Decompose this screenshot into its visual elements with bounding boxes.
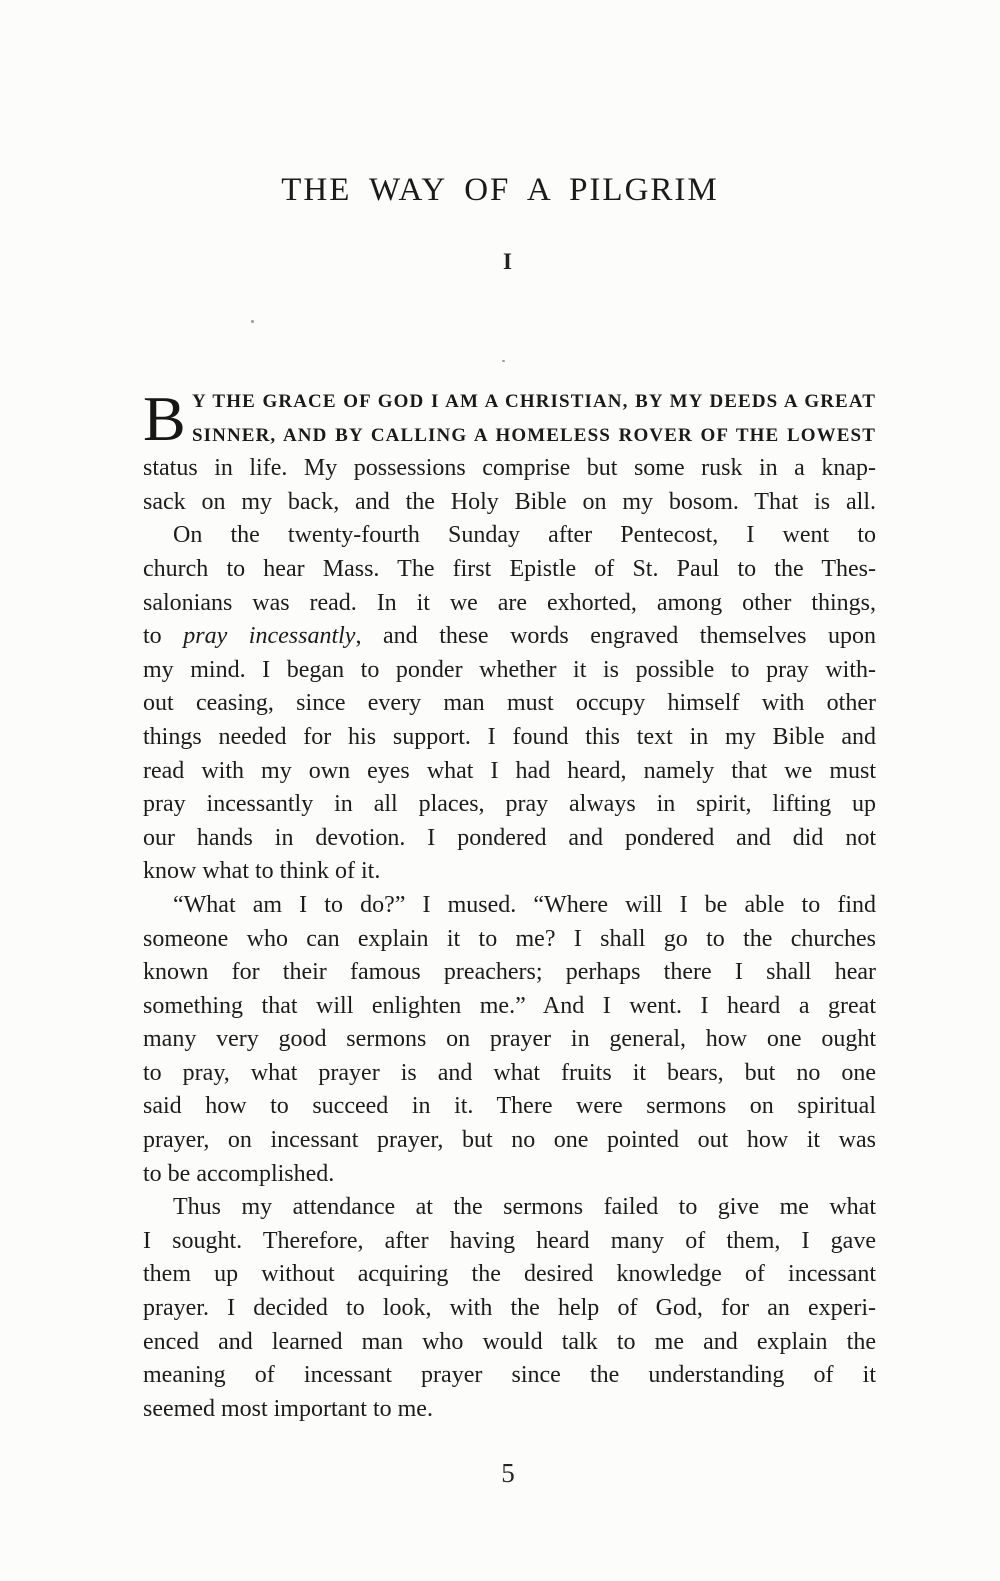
text-line: read with my own eyes what I had heard, namely that we must xyxy=(143,757,876,784)
text-line: something that will enlighten me.” And I went. I heard a great xyxy=(143,992,876,1019)
text-line: “What am I to do?” I mused. “Where will I be able to find xyxy=(173,891,876,918)
scan-speck xyxy=(251,320,254,323)
text-line: known for their famous preachers; perhaps there I shall hear xyxy=(143,959,876,986)
text-line: to pray, what prayer is and what fruits it bears, but no one xyxy=(143,1059,876,1086)
text-line: pray incessantly in all places, pray always in spirit, lifting up xyxy=(143,791,876,818)
text-line: many very good sermons on prayer in general, how one ought xyxy=(143,1026,876,1053)
text-line: status in life. My possessions comprise but some rusk in a knap- xyxy=(143,455,876,482)
text-line: them up without acquiring the desired knowledge of incessant xyxy=(143,1261,876,1288)
text-line: meaning of incessant prayer since the understanding of it xyxy=(143,1362,876,1389)
text-line: out ceasing, since every man must occupy himself with other xyxy=(143,690,876,717)
opening-smallcaps-line: Y THE GRACE OF GOD I AM A CHRISTIAN, BY MY DEEDS A GREAT xyxy=(192,391,876,412)
scan-speck xyxy=(502,360,505,362)
page-number: 5 xyxy=(501,1458,515,1488)
text-line: know what to think of it. xyxy=(143,858,381,885)
body-text xyxy=(143,385,876,1426)
text-line: On the twenty-fourth Sunday after Pentecost, I went to xyxy=(173,522,876,549)
text-line: prayer, on incessant prayer, but no one pointed out how it was xyxy=(143,1127,876,1154)
text-line: sack on my back, and the Holy Bible on my bosom. That is all. xyxy=(143,488,876,515)
text-line: I sought. Therefore, after having heard many of them, I gave xyxy=(143,1227,876,1254)
drop-cap: B xyxy=(143,383,186,454)
text-line: enced and learned man who would talk to me and explain the xyxy=(143,1328,876,1355)
text-line: salonians was read. In it we are exhorted, among other things, xyxy=(143,589,876,616)
body-lines xyxy=(143,452,876,1426)
text-line: church to hear Mass. The first Epistle of St. Paul to the Thes- xyxy=(143,555,876,582)
page-title: THE WAY OF A PILGRIM xyxy=(281,172,719,208)
text-line: our hands in devotion. I pondered and pondered and did not xyxy=(143,824,876,851)
text-line: to be accomplished. xyxy=(143,1160,335,1187)
opening-smallcaps-line: SINNER, AND BY CALLING A HOMELESS ROVER OF THE LOWEST xyxy=(192,424,876,446)
text-line: my mind. I began to ponder whether it is possible to pray with- xyxy=(143,656,876,683)
text-line: someone who can explain it to me? I shall go to the churches xyxy=(143,925,876,952)
text-line: seemed most important to me. xyxy=(143,1395,433,1422)
text-line: things needed for his support. I found this text in my Bible and xyxy=(143,723,876,750)
chapter-numeral: I xyxy=(503,249,513,274)
text-line: said how to succeed in it. There were sermons on spiritual xyxy=(143,1093,876,1120)
text-line: prayer. I decided to look, with the help of God, for an experi- xyxy=(143,1295,876,1322)
text-line: Thus my attendance at the sermons failed to give me what xyxy=(173,1194,876,1221)
text-line: to pray incessantly, and these words engraved themselves upon xyxy=(143,623,876,650)
